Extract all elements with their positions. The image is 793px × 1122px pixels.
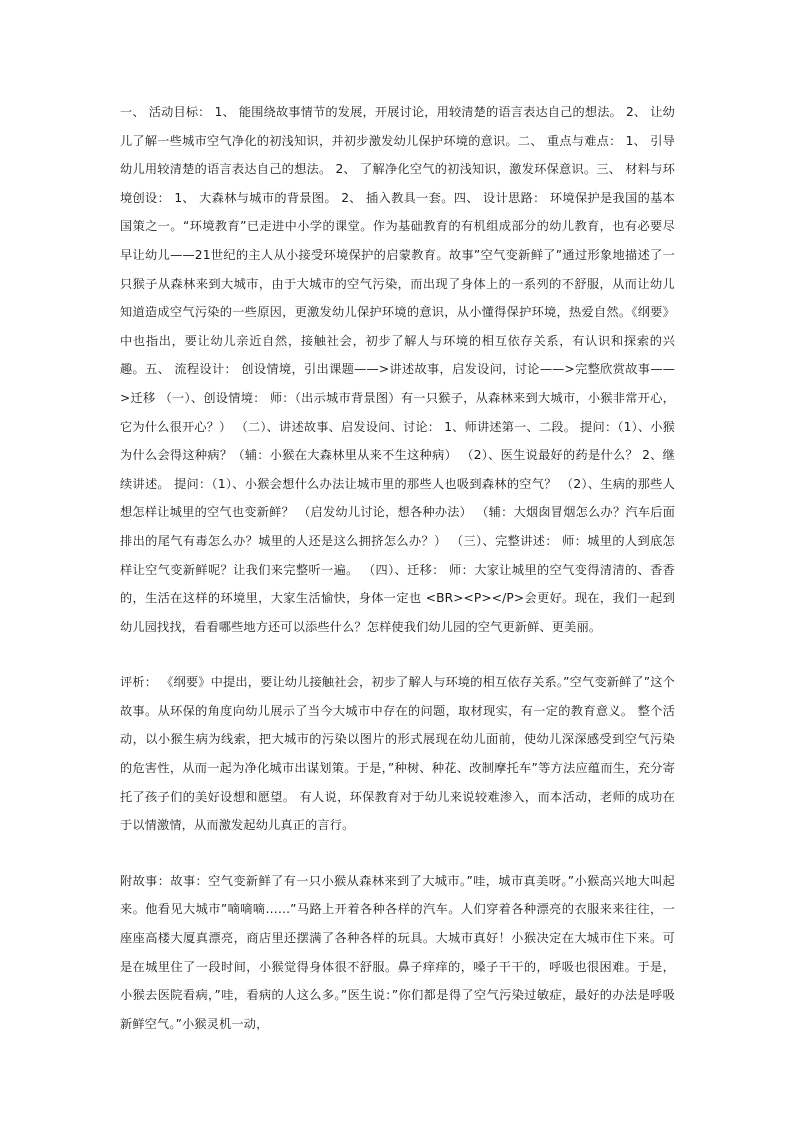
activity-plan-paragraph: 一、 活动目标： 1、 能围绕故事情节的发展，开展讨论，用较清楚的语言表达自己的想法。 2、 让幼儿了解一些城市空气净化的初浅知识，并初步激发幼儿保护环境的意识。二、 重点与难点： 1、 引导幼儿用较清楚的语言表达自己的想法。 2、 了解净化空气的初浅知识，激发环保意识。三、 材料与环境创设： 1、 大森林与城市的背景图。 2、 插入教具一套。四、 设计思路： 环境保护是我国的基本国策之一。“环境教育”已走进中小学的课堂。作为基础教育的有机组成部分的幼儿教育，也有必要尽早让幼儿——21世纪的主人从小接受环境保护的启蒙教育。故事”空气变新鲜了”通过形象地描述了一只猴子从森林来到大城市，由于大城市的空气污染，而出现了身体上的一系列的不舒服，从而让幼儿知道造成空气污染的一些原因，更激发幼儿保护环境的意识，从小懂得保护环境，热爱自然。《纲要》中也指出，要让幼儿亲近自然，接触社会，初步了解人与环境的相互依存关系，有认识和探索的兴趣。五、 流程设计： 创设情境，引出课题——>讲述故事，启发设问，讨论——>完整欣赏故事——>迁移 （一）、创设情境： 师：（出示城市背景图）有一只猴子，从森林来到大城市，小猴非常开心，它为什么很开心？） （二）、讲述故事、启发设问、讨论： 1、师讲述第一、二段。 提问：（1）、小猴为什么会得这种病？（辅：小猴在大森林里从来不生这种病） （2）、医生说最好的药是什么？ 2、继续讲述。 提问：（1）、小猴会想什么办法让城市里的那些人也吸到森林的空气？ （2）、生病的那些人想怎样让城里的空气也变新鲜？ （启发幼儿讨论，想各种办法） （辅：大烟囱冒烟怎么办？汽车后面排出的尾气有毒怎么办？城里的人还是这么拥挤怎么办？） （三）、完整讲述： 师：城里的人到底怎样让空气变新鲜呢？让我们来完整听一遍。 （四）、迁移： 师：大家让城里的空气变得清清的、香香的，生活在这样的环境里，大家生活愉快，身体一定也 <BR><P></P>会更好。现在，我们一起到幼儿园找找，看看哪些地方还可以添些什么？怎样使我们幼儿园的空气更新鲜、更美丽。	[120, 105, 675, 634]
paragraph-spacer	[120, 840, 675, 867]
paragraph-spacer	[120, 641, 675, 668]
appended-story-paragraph: 附故事：故事：空气变新鲜了有一只小猴从森林来到了大城市。”哇，城市真美呀。”小猴高兴地大叫起来。他看见大城市”嘀嘀嘀……”马路上开着各种各样的汽车。人们穿着各种漂亮的衣服来来往往，一座座高楼大厦真漂亮，商店里还摆满了各种各样的玩具。大城市真好！小猴决定在大城市住下来。可是在城里住了一段时间，小猴觉得身体很不舒服。鼻子痒痒的，嗓子干干的，呼吸也很困难。于是，小猴去医院看病，”哇，看病的人这么多。”医生说：”你们都是得了空气污染过敏症，最好的办法是呼吸新鲜空气。”小猴灵机一动，	[120, 873, 675, 1031]
commentary-paragraph: 评析： 《纲要》中提出，要让幼儿接触社会，初步了解人与环境的相互依存关系。”空气变新鲜了”这个故事。从环保的角度向幼儿展示了当今大城市中存在的问题，取材现实，有一定的教育意义。 整个活动，以小猴生病为线索，把大城市的污染以图片的形式展现在幼儿面前，使幼儿深深感受到空气污染的危害性，从而一起为净化城市出谋划策。于是，”种树、种花、改制摩托车”等方法应蕴而生，充分寄托了孩子们的美好设想和愿望。 有人说，环保教育对于幼儿来说较难渗入，而本活动，老师的成功在于以情激情，从而激发起幼儿真正的言行。	[120, 675, 675, 833]
